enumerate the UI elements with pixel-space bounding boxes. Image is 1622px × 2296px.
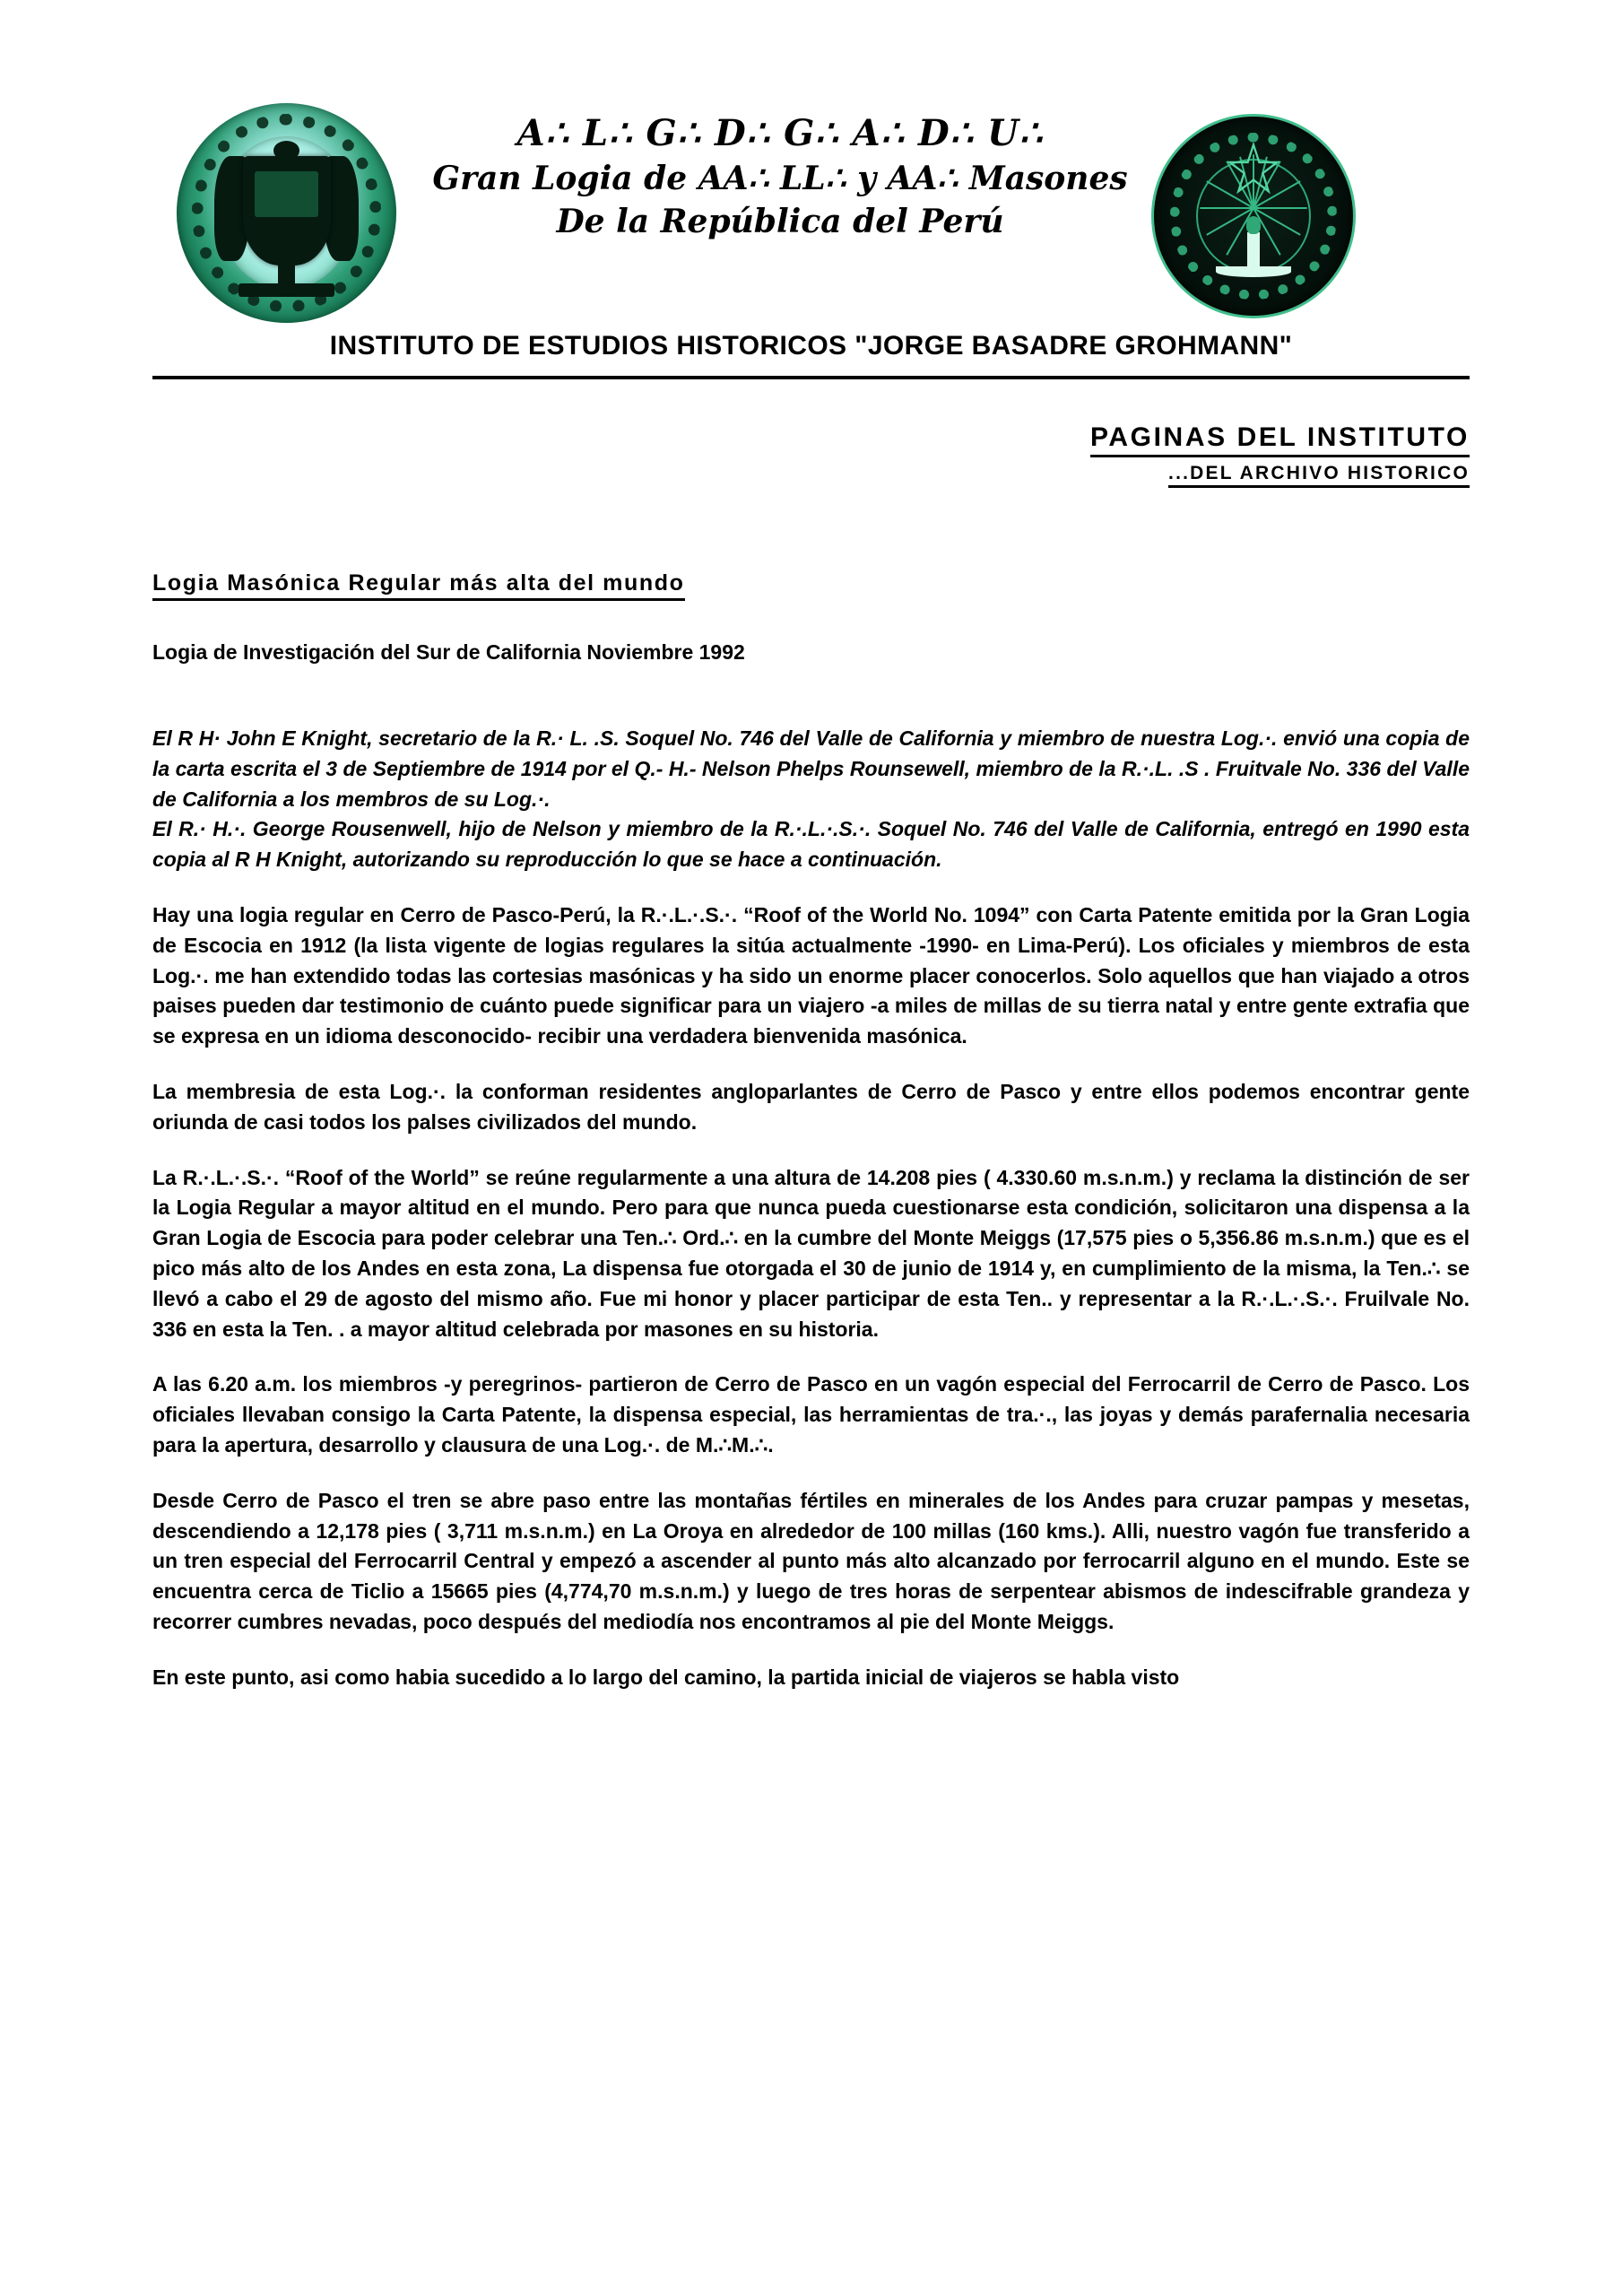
masthead-line-1: A∴ L∴ G∴ D∴ G∴ A∴ D∴ U∴ — [516, 112, 1044, 154]
body-paragraph-2: La membresia de esta Log.·. la conforman residentes angloparlantes de Cerro de Pasco y entre ellos podemos encontrar gente oriunda de casi todos los palses civilizados del mundo. — [152, 1079, 1470, 1134]
candle-flame — [1246, 216, 1261, 234]
seal-round-body — [1154, 117, 1353, 316]
section-header-main: PAGINAS DEL INSTITUTO — [1090, 422, 1470, 457]
body-paragraph-6: En este punto, asi como habia sucedido a lo largo del camino, la partida inicial de viajeros se habla visto — [152, 1665, 1180, 1689]
intro-paragraph-1: El R H· John E Knight, secretario de la R.· L. .S. Soquel No. 746 del Valle de California y miembro de nuestra Log.·. envió una copia de la carta escrita el 3 de Septiembre de 1914 por el Q.- H.- Nelson Phelps Rounsewell, miembro de la R.·.L. .S . Fruitvale No. 336 del Valle de California a los membros de su Log.·. — [152, 726, 1470, 811]
doc-title-wrap — [152, 570, 1470, 640]
peru-grand-lodge-seal-icon — [177, 103, 396, 323]
masonic-pentagram-candle-seal-icon — [1154, 117, 1353, 316]
intro-paragraph-2: El R.· H.·. George Rousenwell, hijo de Nelson y miembro de la R.·.L.·.S.·. Soquel No. 746 del Valle de California, entregó en 1990 esta copia al R H Knight, autorizando su reproducción lo que se hace a continuación. — [152, 817, 1470, 872]
masthead — [0, 94, 1622, 318]
seal-oval-body — [177, 103, 396, 323]
masthead-line-2: Gran Logia de AA∴ LL∴ y AA∴ Masones — [432, 159, 1128, 197]
masthead-title — [412, 110, 1148, 244]
seal-shield — [243, 156, 331, 266]
candle-body — [1247, 232, 1259, 268]
body-paragraph-5: Desde Cerro de Pasco el tren se abre paso entre las montañas fértiles en minerales de los Andes para cruzar pampas y mesetas, descendiendo a 12,178 pies ( 3,711 m.s.n.m.) en La Oroya en alrededor de 100 millas (160 kms.). Alli, nuestro vagón fue transferido a un tren especial del Ferrocarril Central y empezó a ascender al punto más alto alcanzado por ferrocarril alguno en el mundo. Este se encuentra cerca de Ticlio a 15665 pies (4,774,70 m.s.n.m.) y luego de tres horas de serpentear abismos de indescifrable grandeza y recorrer cumbres nevadas, poco después del mediodía nos encontramos al pie del Monte Meiggs. — [152, 1488, 1470, 1633]
candle-dish — [1216, 266, 1291, 277]
document-content — [152, 570, 1470, 1693]
section-header-sub-wrap — [0, 463, 1470, 488]
page-title: Logia Masónica Regular más alta del mundo — [152, 570, 685, 601]
masthead-line-3: De la República del Perú — [556, 203, 1004, 241]
doc-subtitle: Logia de Investigación del Sur de California Noviembre 1992 — [152, 640, 745, 664]
institute-name: INSTITUTO DE ESTUDIOS HISTORICOS "JORGE BASADRE GROHMANN" — [329, 331, 1293, 361]
section-header — [0, 422, 1470, 488]
section-header-sub: ...DEL ARCHIVO HISTORICO — [1168, 463, 1470, 488]
body-paragraph-4: A las 6.20 a.m. los miembros -y peregrinos- partieron de Cerro de Pasco en un vagón especial del Ferrocarril de Cerro de Pasco. Los oficiales llevaban consigo la Carta Patente, la dispensa especial, las herramientas de tra.·., las joyas y demás parafernalia necesaria para la apertura, desarrollo y clausura de una Log.·. de M.∴M.∴. — [152, 1372, 1470, 1457]
body-paragraph-3: La R.·.L.·.S.·. “Roof of the World” se reúne regularmente a una altura de 14.208 pies ( 4.330.60 m.s.n.m.) y reclama la distinción de ser la Logia Regular a mayor altitud en el mundo. Pero para que nunca pueda cuestionarse esta condición, solicitaron una dispensa a la Gran Logia de Escocia para poder celebrar una Ten.∴ Ord.∴ en la cumbre del Monte Meiggs (17,575 pies o 5,356.86 m.s.n.m.) que es el pico más alto de los Andes en esta zona, La dispensa fue otorgada el 30 de junio de 1914 y, en cumplimiento de la misma, la Ten.∴ se llevó a cabo el 29 de agosto del mismo año. Fue mi honor y placer participar de esta Ten.. y representar a la R.·.L.·.S.·. Fruilvale No. 336 en esta la Ten. . a mayor altitud celebrada por masones en su historia. — [152, 1165, 1470, 1341]
seal-crest — [273, 141, 299, 161]
pentagram-icon — [1227, 143, 1279, 195]
header-divider-rule — [152, 376, 1470, 379]
body-paragraph-1: Hay una logia regular en Cerro de Pasco-Perú, la R.·.L.·.S.·. “Roof of the World No. 1094” con Carta Patente emitida por la Gran Logia de Escocia en 1912 (la lista vigente de logias regulares la sitúa actualmente -1990- en Lima-Perú). Los oficiales y miembros de esta Log.·. me han extendido todas las cortesias masónicas y ha sido un enorme placer conocerlos. Solo aquellos que han viajado a otros paises pueden dar testimonio de cuánto puede significar para un viajero -a miles de millas de su tierra natal y entre gente extrafia que se expresa en un idioma desconocido- recibir una verdadera bienvenida masónica. — [152, 902, 1470, 1048]
seal-base — [239, 283, 335, 297]
